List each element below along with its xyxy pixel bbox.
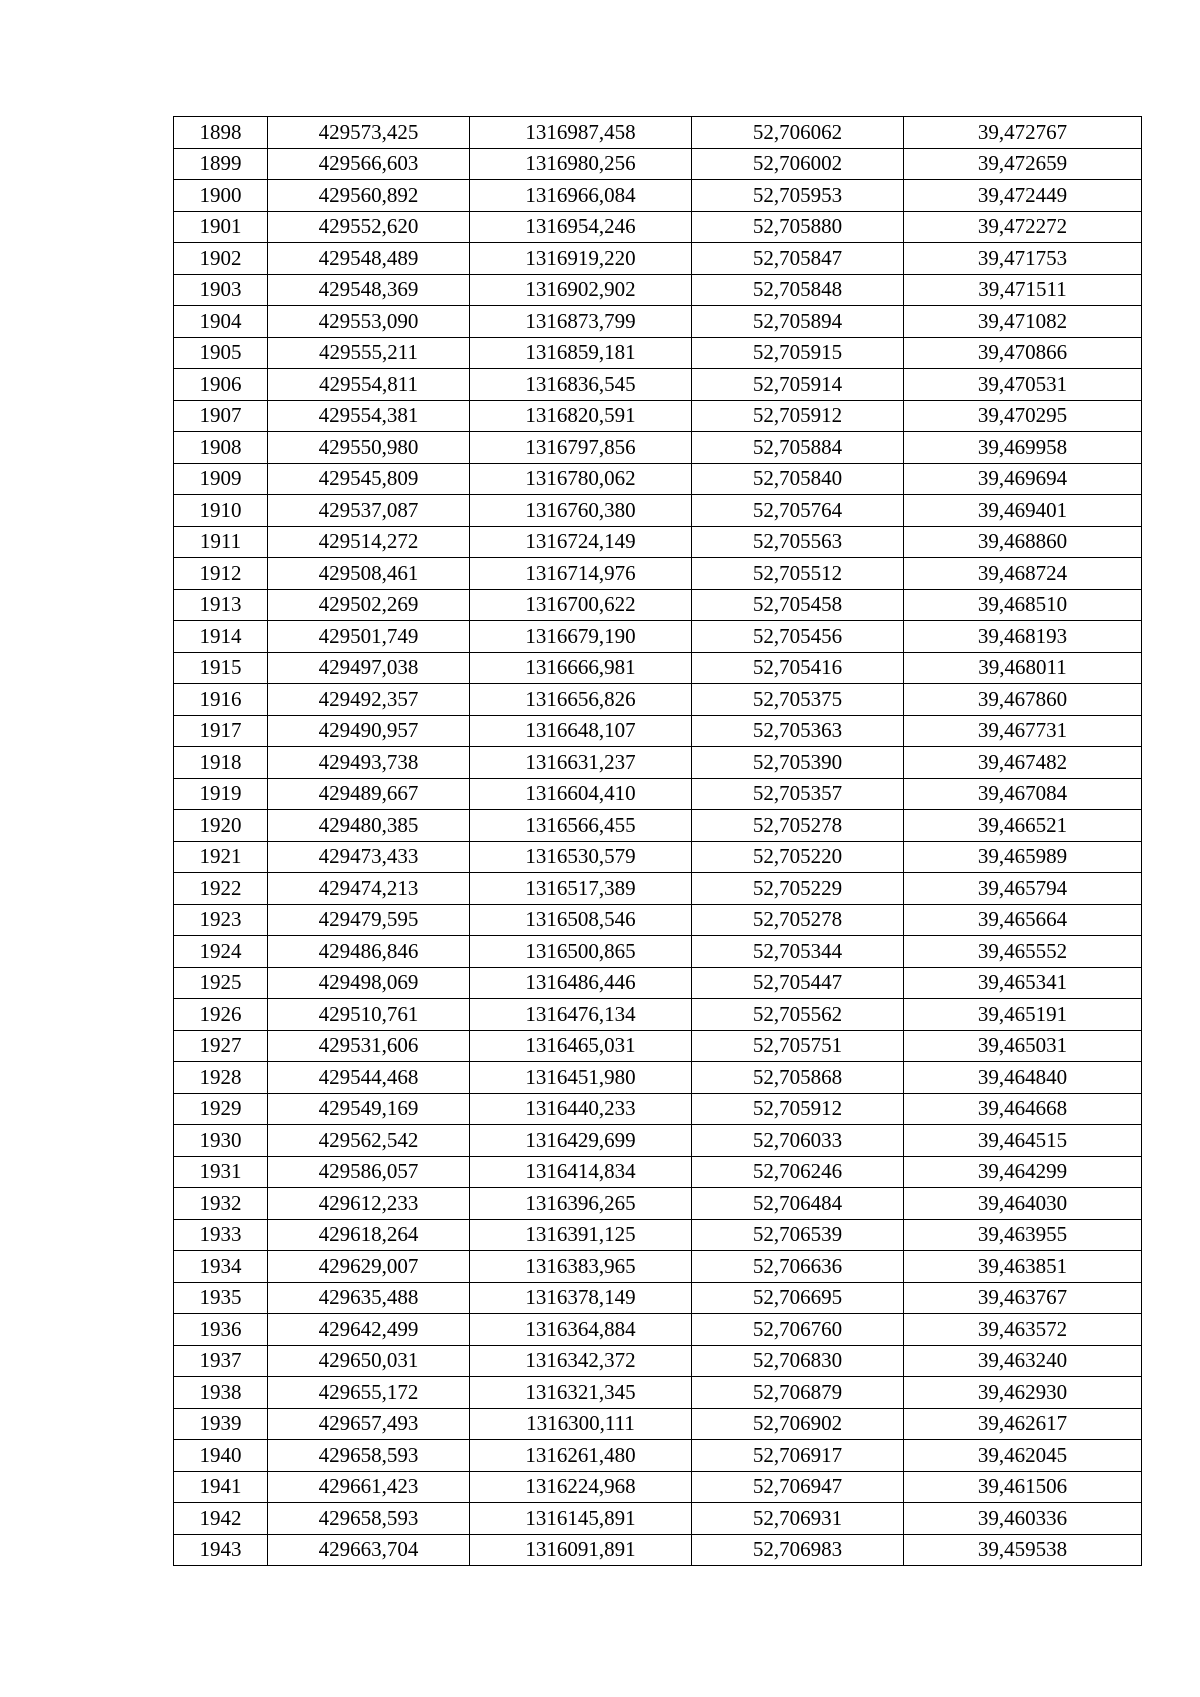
point-number-cell: 1929	[174, 1093, 268, 1125]
longitude-cell: 39,462617	[904, 1408, 1142, 1440]
latitude-cell: 52,706947	[692, 1471, 904, 1503]
point-number-cell: 1905	[174, 337, 268, 369]
longitude-cell: 39,464840	[904, 1062, 1142, 1094]
point-number-cell: 1910	[174, 495, 268, 527]
point-number-cell: 1938	[174, 1377, 268, 1409]
point-number-cell: 1937	[174, 1345, 268, 1377]
y-coordinate-cell: 1316396,265	[470, 1188, 692, 1220]
point-number-cell: 1912	[174, 558, 268, 590]
x-coordinate-cell: 429612,233	[268, 1188, 470, 1220]
latitude-cell: 52,706760	[692, 1314, 904, 1346]
y-coordinate-cell: 1316902,902	[470, 274, 692, 306]
table-row	[174, 1534, 1142, 1566]
longitude-cell: 39,463572	[904, 1314, 1142, 1346]
latitude-cell: 52,705363	[692, 715, 904, 747]
latitude-cell: 52,705764	[692, 495, 904, 527]
longitude-cell: 39,472767	[904, 117, 1142, 149]
table-row	[174, 778, 1142, 810]
y-coordinate-cell: 1316530,579	[470, 841, 692, 873]
x-coordinate-cell: 429508,461	[268, 558, 470, 590]
table-row	[174, 463, 1142, 495]
y-coordinate-cell: 1316342,372	[470, 1345, 692, 1377]
y-coordinate-cell: 1316383,965	[470, 1251, 692, 1283]
x-coordinate-cell: 429550,980	[268, 432, 470, 464]
table-row	[174, 873, 1142, 905]
y-coordinate-cell: 1316364,884	[470, 1314, 692, 1346]
y-coordinate-cell: 1316517,389	[470, 873, 692, 905]
table-row	[174, 747, 1142, 779]
y-coordinate-cell: 1316451,980	[470, 1062, 692, 1094]
table-row	[174, 1219, 1142, 1251]
longitude-cell: 39,465341	[904, 967, 1142, 999]
y-coordinate-cell: 1316724,149	[470, 526, 692, 558]
y-coordinate-cell: 1316378,149	[470, 1282, 692, 1314]
latitude-cell: 52,705357	[692, 778, 904, 810]
table-row	[174, 621, 1142, 653]
point-number-cell: 1925	[174, 967, 268, 999]
x-coordinate-cell: 429537,087	[268, 495, 470, 527]
longitude-cell: 39,470866	[904, 337, 1142, 369]
table-row	[174, 495, 1142, 527]
y-coordinate-cell: 1316780,062	[470, 463, 692, 495]
point-number-cell: 1902	[174, 243, 268, 275]
point-number-cell: 1906	[174, 369, 268, 401]
longitude-cell: 39,471511	[904, 274, 1142, 306]
x-coordinate-cell: 429549,169	[268, 1093, 470, 1125]
latitude-cell: 52,705416	[692, 652, 904, 684]
longitude-cell: 39,471753	[904, 243, 1142, 275]
latitude-cell: 52,705953	[692, 180, 904, 212]
latitude-cell: 52,706062	[692, 117, 904, 149]
latitude-cell: 52,705914	[692, 369, 904, 401]
x-coordinate-cell: 429658,593	[268, 1503, 470, 1535]
y-coordinate-cell: 1316414,834	[470, 1156, 692, 1188]
y-coordinate-cell: 1316566,455	[470, 810, 692, 842]
latitude-cell: 52,705880	[692, 211, 904, 243]
table-row	[174, 432, 1142, 464]
longitude-cell: 39,463240	[904, 1345, 1142, 1377]
x-coordinate-cell: 429544,468	[268, 1062, 470, 1094]
y-coordinate-cell: 1316465,031	[470, 1030, 692, 1062]
point-number-cell: 1913	[174, 589, 268, 621]
table-row	[174, 369, 1142, 401]
longitude-cell: 39,465664	[904, 904, 1142, 936]
x-coordinate-cell: 429635,488	[268, 1282, 470, 1314]
table-row	[174, 715, 1142, 747]
point-number-cell: 1901	[174, 211, 268, 243]
longitude-cell: 39,466521	[904, 810, 1142, 842]
latitude-cell: 52,705278	[692, 904, 904, 936]
latitude-cell: 52,706636	[692, 1251, 904, 1283]
table-row	[174, 810, 1142, 842]
y-coordinate-cell: 1316836,545	[470, 369, 692, 401]
point-number-cell: 1930	[174, 1125, 268, 1157]
latitude-cell: 52,705375	[692, 684, 904, 716]
x-coordinate-cell: 429493,738	[268, 747, 470, 779]
longitude-cell: 39,465989	[904, 841, 1142, 873]
longitude-cell: 39,464668	[904, 1093, 1142, 1125]
latitude-cell: 52,705847	[692, 243, 904, 275]
table-row	[174, 1345, 1142, 1377]
point-number-cell: 1924	[174, 936, 268, 968]
table-row	[174, 1503, 1142, 1535]
longitude-cell: 39,465794	[904, 873, 1142, 905]
table-row	[174, 558, 1142, 590]
y-coordinate-cell: 1316714,976	[470, 558, 692, 590]
table-row	[174, 1408, 1142, 1440]
longitude-cell: 39,467860	[904, 684, 1142, 716]
x-coordinate-cell: 429658,593	[268, 1440, 470, 1472]
longitude-cell: 39,467084	[904, 778, 1142, 810]
point-number-cell: 1922	[174, 873, 268, 905]
latitude-cell: 52,706931	[692, 1503, 904, 1535]
point-number-cell: 1898	[174, 117, 268, 149]
point-number-cell: 1927	[174, 1030, 268, 1062]
table-row	[174, 652, 1142, 684]
longitude-cell: 39,463955	[904, 1219, 1142, 1251]
table-body	[174, 117, 1142, 1566]
x-coordinate-cell: 429545,809	[268, 463, 470, 495]
y-coordinate-cell: 1316648,107	[470, 715, 692, 747]
point-number-cell: 1936	[174, 1314, 268, 1346]
x-coordinate-cell: 429573,425	[268, 117, 470, 149]
point-number-cell: 1900	[174, 180, 268, 212]
table-row	[174, 1440, 1142, 1472]
latitude-cell: 52,705456	[692, 621, 904, 653]
latitude-cell: 52,706902	[692, 1408, 904, 1440]
table-row	[174, 1062, 1142, 1094]
longitude-cell: 39,460336	[904, 1503, 1142, 1535]
table-row	[174, 1282, 1142, 1314]
x-coordinate-cell: 429502,269	[268, 589, 470, 621]
point-number-cell: 1942	[174, 1503, 268, 1535]
point-number-cell: 1914	[174, 621, 268, 653]
longitude-cell: 39,465031	[904, 1030, 1142, 1062]
x-coordinate-cell: 429661,423	[268, 1471, 470, 1503]
point-number-cell: 1911	[174, 526, 268, 558]
latitude-cell: 52,706695	[692, 1282, 904, 1314]
longitude-cell: 39,468510	[904, 589, 1142, 621]
x-coordinate-cell: 429497,038	[268, 652, 470, 684]
longitude-cell: 39,468193	[904, 621, 1142, 653]
point-number-cell: 1921	[174, 841, 268, 873]
y-coordinate-cell: 1316954,246	[470, 211, 692, 243]
table-row	[174, 936, 1142, 968]
x-coordinate-cell: 429474,213	[268, 873, 470, 905]
coordinates-table	[173, 116, 1142, 1566]
latitude-cell: 52,705458	[692, 589, 904, 621]
point-number-cell: 1907	[174, 400, 268, 432]
x-coordinate-cell: 429531,606	[268, 1030, 470, 1062]
longitude-cell: 39,472272	[904, 211, 1142, 243]
table-row	[174, 180, 1142, 212]
latitude-cell: 52,705278	[692, 810, 904, 842]
y-coordinate-cell: 1316145,891	[470, 1503, 692, 1535]
table-row	[174, 589, 1142, 621]
latitude-cell: 52,705915	[692, 337, 904, 369]
latitude-cell: 52,705868	[692, 1062, 904, 1094]
y-coordinate-cell: 1316321,345	[470, 1377, 692, 1409]
y-coordinate-cell: 1316859,181	[470, 337, 692, 369]
table-row	[174, 148, 1142, 180]
table-row	[174, 684, 1142, 716]
longitude-cell: 39,464299	[904, 1156, 1142, 1188]
point-number-cell: 1899	[174, 148, 268, 180]
x-coordinate-cell: 429650,031	[268, 1345, 470, 1377]
x-coordinate-cell: 429548,489	[268, 243, 470, 275]
latitude-cell: 52,705220	[692, 841, 904, 873]
y-coordinate-cell: 1316980,256	[470, 148, 692, 180]
table-row	[174, 1314, 1142, 1346]
table-row	[174, 967, 1142, 999]
longitude-cell: 39,463851	[904, 1251, 1142, 1283]
longitude-cell: 39,469694	[904, 463, 1142, 495]
latitude-cell: 52,706002	[692, 148, 904, 180]
point-number-cell: 1931	[174, 1156, 268, 1188]
latitude-cell: 52,706983	[692, 1534, 904, 1566]
table-row	[174, 526, 1142, 558]
x-coordinate-cell: 429553,090	[268, 306, 470, 338]
table-row	[174, 274, 1142, 306]
longitude-cell: 39,467731	[904, 715, 1142, 747]
latitude-cell: 52,705447	[692, 967, 904, 999]
point-number-cell: 1940	[174, 1440, 268, 1472]
table-row	[174, 1156, 1142, 1188]
latitude-cell: 52,705512	[692, 558, 904, 590]
longitude-cell: 39,468724	[904, 558, 1142, 590]
x-coordinate-cell: 429548,369	[268, 274, 470, 306]
longitude-cell: 39,465552	[904, 936, 1142, 968]
y-coordinate-cell: 1316476,134	[470, 999, 692, 1031]
point-number-cell: 1932	[174, 1188, 268, 1220]
longitude-cell: 39,459538	[904, 1534, 1142, 1566]
point-number-cell: 1904	[174, 306, 268, 338]
longitude-cell: 39,469958	[904, 432, 1142, 464]
x-coordinate-cell: 429555,211	[268, 337, 470, 369]
y-coordinate-cell: 1316919,220	[470, 243, 692, 275]
x-coordinate-cell: 429655,172	[268, 1377, 470, 1409]
latitude-cell: 52,706879	[692, 1377, 904, 1409]
x-coordinate-cell: 429498,069	[268, 967, 470, 999]
longitude-cell: 39,472449	[904, 180, 1142, 212]
latitude-cell: 52,705840	[692, 463, 904, 495]
latitude-cell: 52,705884	[692, 432, 904, 464]
latitude-cell: 52,705894	[692, 306, 904, 338]
table-row	[174, 400, 1142, 432]
y-coordinate-cell: 1316679,190	[470, 621, 692, 653]
point-number-cell: 1934	[174, 1251, 268, 1283]
table-row	[174, 211, 1142, 243]
point-number-cell: 1933	[174, 1219, 268, 1251]
table-row	[174, 999, 1142, 1031]
table-row	[174, 117, 1142, 149]
longitude-cell: 39,465191	[904, 999, 1142, 1031]
latitude-cell: 52,706484	[692, 1188, 904, 1220]
x-coordinate-cell: 429560,892	[268, 180, 470, 212]
y-coordinate-cell: 1316440,233	[470, 1093, 692, 1125]
point-number-cell: 1918	[174, 747, 268, 779]
y-coordinate-cell: 1316797,856	[470, 432, 692, 464]
y-coordinate-cell: 1316224,968	[470, 1471, 692, 1503]
latitude-cell: 52,706033	[692, 1125, 904, 1157]
x-coordinate-cell: 429562,542	[268, 1125, 470, 1157]
point-number-cell: 1941	[174, 1471, 268, 1503]
table-row	[174, 1093, 1142, 1125]
table-row	[174, 1188, 1142, 1220]
y-coordinate-cell: 1316091,891	[470, 1534, 692, 1566]
table-row	[174, 1125, 1142, 1157]
point-number-cell: 1935	[174, 1282, 268, 1314]
latitude-cell: 52,705563	[692, 526, 904, 558]
x-coordinate-cell: 429554,811	[268, 369, 470, 401]
latitude-cell: 52,705229	[692, 873, 904, 905]
table-row	[174, 904, 1142, 936]
x-coordinate-cell: 429618,264	[268, 1219, 470, 1251]
x-coordinate-cell: 429480,385	[268, 810, 470, 842]
x-coordinate-cell: 429492,357	[268, 684, 470, 716]
longitude-cell: 39,463767	[904, 1282, 1142, 1314]
y-coordinate-cell: 1316987,458	[470, 117, 692, 149]
longitude-cell: 39,464030	[904, 1188, 1142, 1220]
latitude-cell: 52,705562	[692, 999, 904, 1031]
longitude-cell: 39,462045	[904, 1440, 1142, 1472]
longitude-cell: 39,468860	[904, 526, 1142, 558]
latitude-cell: 52,705390	[692, 747, 904, 779]
x-coordinate-cell: 429479,595	[268, 904, 470, 936]
x-coordinate-cell: 429489,667	[268, 778, 470, 810]
latitude-cell: 52,705912	[692, 1093, 904, 1125]
x-coordinate-cell: 429514,272	[268, 526, 470, 558]
latitude-cell: 52,706917	[692, 1440, 904, 1472]
y-coordinate-cell: 1316820,591	[470, 400, 692, 432]
y-coordinate-cell: 1316429,699	[470, 1125, 692, 1157]
latitude-cell: 52,705344	[692, 936, 904, 968]
latitude-cell: 52,706830	[692, 1345, 904, 1377]
point-number-cell: 1917	[174, 715, 268, 747]
point-number-cell: 1923	[174, 904, 268, 936]
x-coordinate-cell: 429566,603	[268, 148, 470, 180]
point-number-cell: 1919	[174, 778, 268, 810]
longitude-cell: 39,461506	[904, 1471, 1142, 1503]
y-coordinate-cell: 1316966,084	[470, 180, 692, 212]
longitude-cell: 39,470531	[904, 369, 1142, 401]
longitude-cell: 39,472659	[904, 148, 1142, 180]
table-row	[174, 243, 1142, 275]
point-number-cell: 1943	[174, 1534, 268, 1566]
table-row	[174, 306, 1142, 338]
longitude-cell: 39,467482	[904, 747, 1142, 779]
x-coordinate-cell: 429486,846	[268, 936, 470, 968]
point-number-cell: 1916	[174, 684, 268, 716]
latitude-cell: 52,706246	[692, 1156, 904, 1188]
point-number-cell: 1915	[174, 652, 268, 684]
longitude-cell: 39,471082	[904, 306, 1142, 338]
longitude-cell: 39,464515	[904, 1125, 1142, 1157]
y-coordinate-cell: 1316300,111	[470, 1408, 692, 1440]
table-row	[174, 337, 1142, 369]
y-coordinate-cell: 1316486,446	[470, 967, 692, 999]
longitude-cell: 39,462930	[904, 1377, 1142, 1409]
y-coordinate-cell: 1316656,826	[470, 684, 692, 716]
x-coordinate-cell: 429642,499	[268, 1314, 470, 1346]
y-coordinate-cell: 1316391,125	[470, 1219, 692, 1251]
y-coordinate-cell: 1316760,380	[470, 495, 692, 527]
x-coordinate-cell: 429552,620	[268, 211, 470, 243]
table-row	[174, 1377, 1142, 1409]
x-coordinate-cell: 429510,761	[268, 999, 470, 1031]
y-coordinate-cell: 1316700,622	[470, 589, 692, 621]
point-number-cell: 1908	[174, 432, 268, 464]
point-number-cell: 1939	[174, 1408, 268, 1440]
x-coordinate-cell: 429663,704	[268, 1534, 470, 1566]
latitude-cell: 52,706539	[692, 1219, 904, 1251]
table-row	[174, 841, 1142, 873]
table-row	[174, 1471, 1142, 1503]
y-coordinate-cell: 1316508,546	[470, 904, 692, 936]
longitude-cell: 39,470295	[904, 400, 1142, 432]
y-coordinate-cell: 1316261,480	[470, 1440, 692, 1472]
longitude-cell: 39,468011	[904, 652, 1142, 684]
latitude-cell: 52,705912	[692, 400, 904, 432]
table-row	[174, 1030, 1142, 1062]
longitude-cell: 39,469401	[904, 495, 1142, 527]
y-coordinate-cell: 1316500,865	[470, 936, 692, 968]
x-coordinate-cell: 429657,493	[268, 1408, 470, 1440]
point-number-cell: 1920	[174, 810, 268, 842]
point-number-cell: 1926	[174, 999, 268, 1031]
latitude-cell: 52,705751	[692, 1030, 904, 1062]
y-coordinate-cell: 1316604,410	[470, 778, 692, 810]
y-coordinate-cell: 1316631,237	[470, 747, 692, 779]
point-number-cell: 1903	[174, 274, 268, 306]
x-coordinate-cell: 429490,957	[268, 715, 470, 747]
point-number-cell: 1909	[174, 463, 268, 495]
x-coordinate-cell: 429629,007	[268, 1251, 470, 1283]
y-coordinate-cell: 1316666,981	[470, 652, 692, 684]
point-number-cell: 1928	[174, 1062, 268, 1094]
x-coordinate-cell: 429554,381	[268, 400, 470, 432]
table-row	[174, 1251, 1142, 1283]
latitude-cell: 52,705848	[692, 274, 904, 306]
x-coordinate-cell: 429473,433	[268, 841, 470, 873]
x-coordinate-cell: 429586,057	[268, 1156, 470, 1188]
x-coordinate-cell: 429501,749	[268, 621, 470, 653]
y-coordinate-cell: 1316873,799	[470, 306, 692, 338]
